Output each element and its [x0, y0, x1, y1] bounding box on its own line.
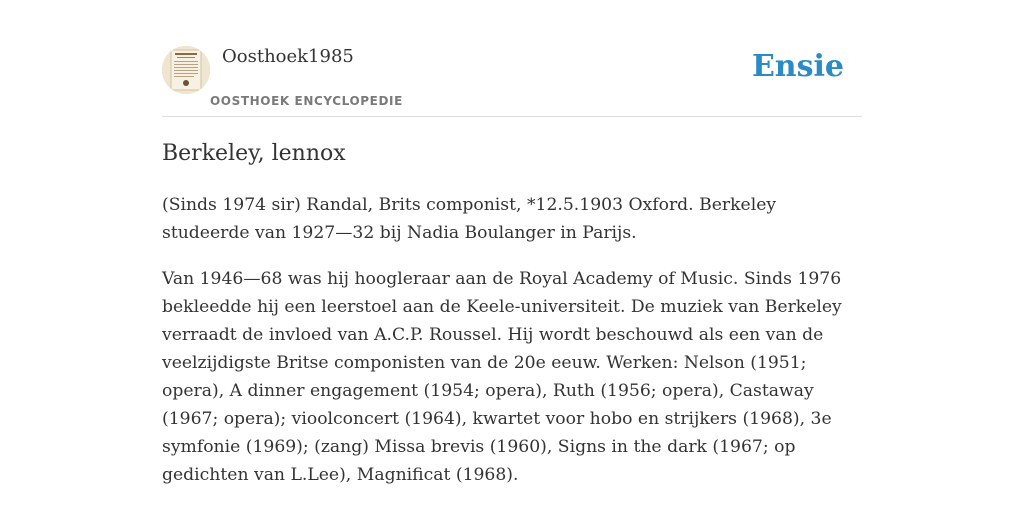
article-title: Berkeley, lennox — [162, 141, 346, 166]
page-container — [162, 44, 862, 489]
article-paragraph: Van 1946—68 was hij hoogleraar aan de Royal Academy of Music. Sinds 1976 bekleedde hij een leerstoel aan de Keele-universiteit. De muziek van Berkeley verraadt de invloed van A.C.P. Roussel. Hij wordt beschouwd als een van de veelzijdigste Britse componisten van de 20e eeuw. Werken: Nelson (1951; opera), A dinner engagement (1954; opera), Ruth (1956; opera), Castaway (1967; opera); vioolconcert (1964), kwartet voor hobo en strijkers (1968), 3e symfonie (1969); (zang) Missa brevis (1960), Signs in the dark (1967; op gedichten van L.Lee), Magnificat (1968). — [162, 269, 842, 485]
source-label: OOSTHOEK ENCYCLOPEDIE — [210, 94, 403, 108]
brand-logo[interactable]: Ensie — [751, 49, 844, 84]
article-paragraph: (Sinds 1974 sir) Randal, Brits componist, *12.5.1903 Oxford. Berkeley studeerde van 1927—32 bij Nadia Boulanger in Parijs. — [162, 195, 777, 243]
username[interactable]: Oosthoek1985 — [222, 46, 354, 67]
header — [162, 44, 862, 117]
avatar[interactable] — [162, 46, 210, 94]
encyclopedia-page-icon — [162, 46, 210, 94]
